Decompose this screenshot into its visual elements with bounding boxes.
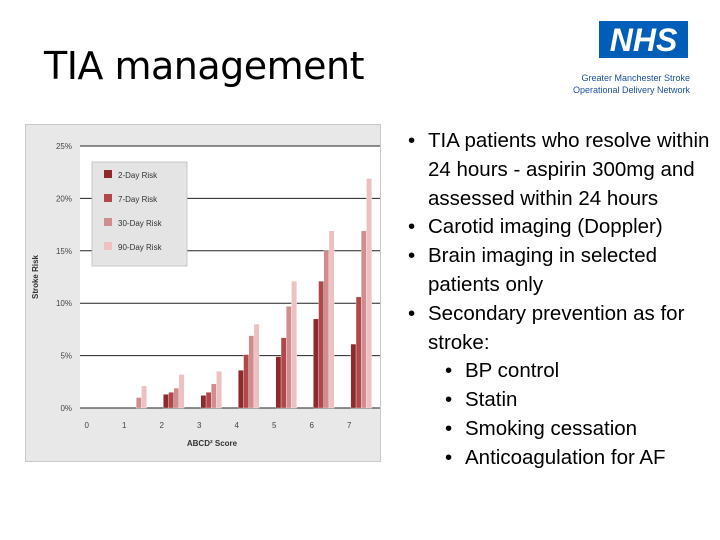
bullet-text: Secondary prevention as for stroke: [428, 301, 685, 354]
x-tick-label: 4 [234, 421, 239, 430]
sub-bullet-item [408, 415, 713, 444]
y-tick-label: 10% [55, 299, 72, 309]
x-axis-label: ABCD² Score [186, 439, 238, 448]
bullet-list [408, 127, 713, 473]
bar [361, 231, 366, 408]
bullet-marker: • [408, 301, 416, 325]
bullet-text: TIA patients who resolve within 24 hours - aspirin 300mg and assessed within 24 hours [428, 129, 710, 210]
stroke-risk-chart [25, 124, 381, 462]
bullet-text: Anticoagulation for AF [465, 445, 666, 469]
sub-bullet-item [408, 444, 713, 473]
bar [238, 370, 243, 408]
bullet-text: Brain imaging in selected patients only [428, 244, 658, 296]
legend-swatch [104, 170, 112, 178]
bullet-item [408, 213, 713, 242]
legend-swatch [104, 218, 112, 226]
bullet-marker: • [408, 244, 416, 268]
bullet-text: Carotid imaging (Doppler) [428, 215, 663, 239]
sub-bullet-item [408, 357, 713, 386]
bar [174, 388, 179, 408]
bullet-marker: • [445, 445, 453, 469]
bar [136, 398, 141, 408]
y-axis-label: Stroke Risk [31, 254, 40, 300]
y-tick-label: 20% [55, 194, 72, 204]
slide-title: TIA management [44, 44, 365, 88]
bar [206, 392, 211, 408]
legend-label: 30-Day Risk [118, 219, 162, 228]
y-tick-label: 5% [60, 351, 72, 361]
bullet-marker: • [445, 388, 453, 412]
y-tick-label: 25% [55, 142, 72, 151]
bar [169, 392, 174, 408]
bullet-marker: • [445, 359, 453, 383]
chart-svg [26, 125, 380, 461]
legend-swatch [104, 194, 112, 202]
bar [216, 371, 221, 408]
sub-bullet-item [408, 386, 713, 415]
legend-label: 90-Day Risk [118, 243, 162, 252]
bullet-marker: • [408, 215, 416, 239]
bullet-text: BP control [465, 359, 560, 383]
bar [163, 394, 168, 408]
x-tick-label: 1 [122, 421, 127, 430]
bar [351, 344, 356, 408]
bar [319, 281, 324, 408]
x-tick-label: 2 [159, 421, 164, 430]
bullet-item [408, 127, 713, 213]
bar [329, 231, 334, 408]
bar [324, 251, 329, 408]
network-line-2: Operational Delivery Network [572, 85, 690, 95]
bar [211, 384, 216, 408]
bar [179, 374, 184, 408]
bar [201, 395, 206, 408]
x-tick-label: 3 [197, 421, 202, 430]
bullet-item [408, 300, 713, 358]
x-tick-label: 6 [309, 421, 314, 430]
bar [366, 178, 371, 408]
x-tick-label: 7 [347, 421, 352, 430]
bar [141, 386, 146, 408]
bar [244, 355, 249, 408]
bar [254, 324, 259, 408]
legend-swatch [104, 242, 112, 250]
bar [286, 306, 291, 408]
legend-label: 7-Day Risk [118, 195, 158, 204]
bullet-item [408, 242, 713, 300]
bar [313, 319, 318, 408]
bullet-text: Smoking cessation [465, 416, 638, 440]
bar [249, 336, 254, 408]
bullet-marker: • [445, 416, 453, 440]
y-tick-label: 15% [55, 246, 72, 256]
bar [281, 338, 286, 408]
bar [276, 357, 281, 408]
bar [356, 297, 361, 408]
legend-label: 2-Day Risk [118, 171, 158, 180]
bullet-text: Statin [465, 388, 518, 412]
svg-text:NHS: NHS [609, 22, 678, 58]
nhs-logo [599, 21, 688, 58]
network-name [540, 72, 690, 96]
network-line-1: Greater Manchester Stroke [581, 73, 690, 83]
bar [291, 281, 296, 408]
x-tick-label: 5 [272, 421, 277, 430]
bullet-marker: • [408, 129, 416, 152]
x-tick-label: 0 [84, 421, 89, 430]
y-tick-label: 0% [60, 404, 72, 413]
